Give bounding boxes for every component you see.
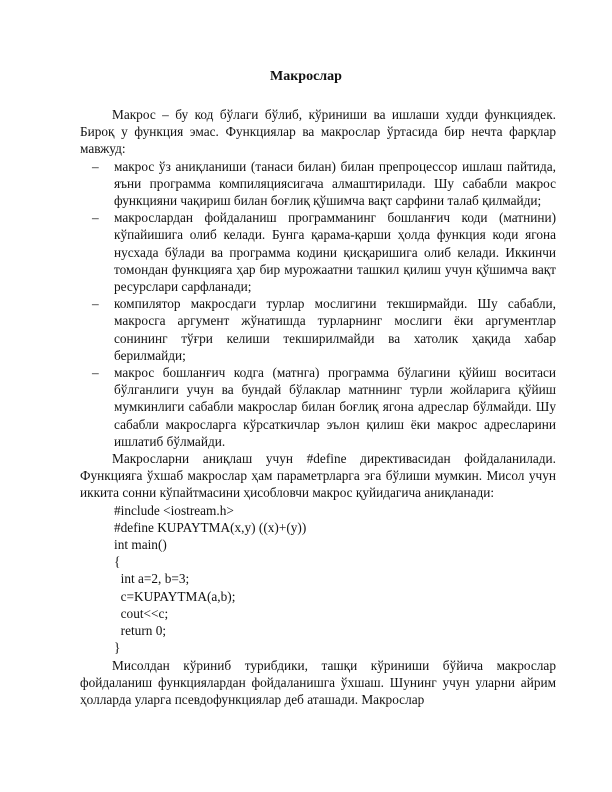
- differences-list: [80, 158, 556, 450]
- list-item: [80, 295, 556, 364]
- list-item-text: макрос ўз аниқланиши (танаси билан) билан препроцессор ишлаш пайтида, яъни программа компиляциясигача алмаштирилади. Шу сабабли макрос функцияни чақириш билан боғлиқ қўшимча вақт сарфини талаб қилмайди;: [114, 158, 556, 209]
- code-example: [80, 502, 556, 657]
- list-item: [80, 209, 556, 295]
- list-item: [80, 364, 556, 450]
- list-item-text: макрос бошланғич кодга (матнга) программа бўлагини қўйиш воситаси бўлганлиги учун ва бундай бўлаклар матннинг турли жойларига қўйиш мумкинлиги сабабли макрослар билан боғлиқ ягона адреслар бўлмайди. Шу сабабли макросларга кўрсаткичлар эълон қилиш ёки макрос адресларини ишлатиб бўлмайди.: [114, 365, 556, 449]
- bullet-dash: –: [92, 365, 99, 381]
- code-line: int main(): [114, 537, 167, 553]
- outro-paragraph: Мисолдан кўриниб турибдики, ташқи кўриниши бўйича макрослар фойдаланиш функциялардан фойдаланишга ўхшаш. Шунинг учун уларни айрим ҳолларда уларга псевдофункциялар деб аташади. Макрослар: [80, 657, 556, 707]
- code-line: #define KUPAYTMA(x,y) ((x)+(y)): [114, 519, 307, 535]
- define-paragraph: Макросларни аниқлаш учун #define директивасидан фойдаланилади. Функцияга ўхшаб макрослар ҳам параметрларга эга бўлиши мумкин. Мисол учун иккита сонни кўпайтмасини ҳисобловчи макрос қуйидагича аниқланади:: [80, 451, 556, 501]
- code-line: int a=2, b=3;: [114, 571, 190, 587]
- intro-paragraph: Макрос – бу код бўлаги бўлиб, кўриниши ва ишлаши худди функциядек. Бироқ у функция эмас. Функциялар ва макрослар ўртасида бир нечта фарқлар мавжуд:: [80, 107, 556, 157]
- page-title: Макрослар: [270, 69, 342, 84]
- bullet-dash: –: [92, 158, 99, 174]
- code-line: #include <iostream.h>: [114, 502, 234, 518]
- bullet-dash: –: [92, 210, 99, 226]
- bullet-dash: –: [92, 296, 99, 312]
- list-item-text: макрослардан фойдаланиш программанинг бошланғич коди (матнини) кўпайишига олиб келади. Бунга қарама-қарши ҳолда функция коди ягона нусхада бўлади ва программа кодини қисқаришига олиб келади. Иккинчи томондан функцияга ҳар бир мурожаатни ташкил қилиш учун қўшимча вақт ресурслари сарфланади;: [114, 210, 556, 295]
- document-body: [80, 106, 556, 708]
- list-item-text: компилятор макросдаги турлар мослигини текширмайди. Шу сабабли, макросга аргумент жўнатишда турларнинг мослиги ёки аргументлар сонининг тўғри келиши текширилмайди ва хатолик ҳақида хабар берилмайди;: [114, 296, 556, 363]
- code-line: cout<<c;: [114, 605, 169, 621]
- list-item: [80, 158, 556, 210]
- code-line: c=KUPAYTMA(a,b);: [114, 588, 236, 604]
- code-line: }: [114, 640, 121, 656]
- code-line: {: [114, 554, 121, 570]
- code-line: return 0;: [114, 623, 167, 639]
